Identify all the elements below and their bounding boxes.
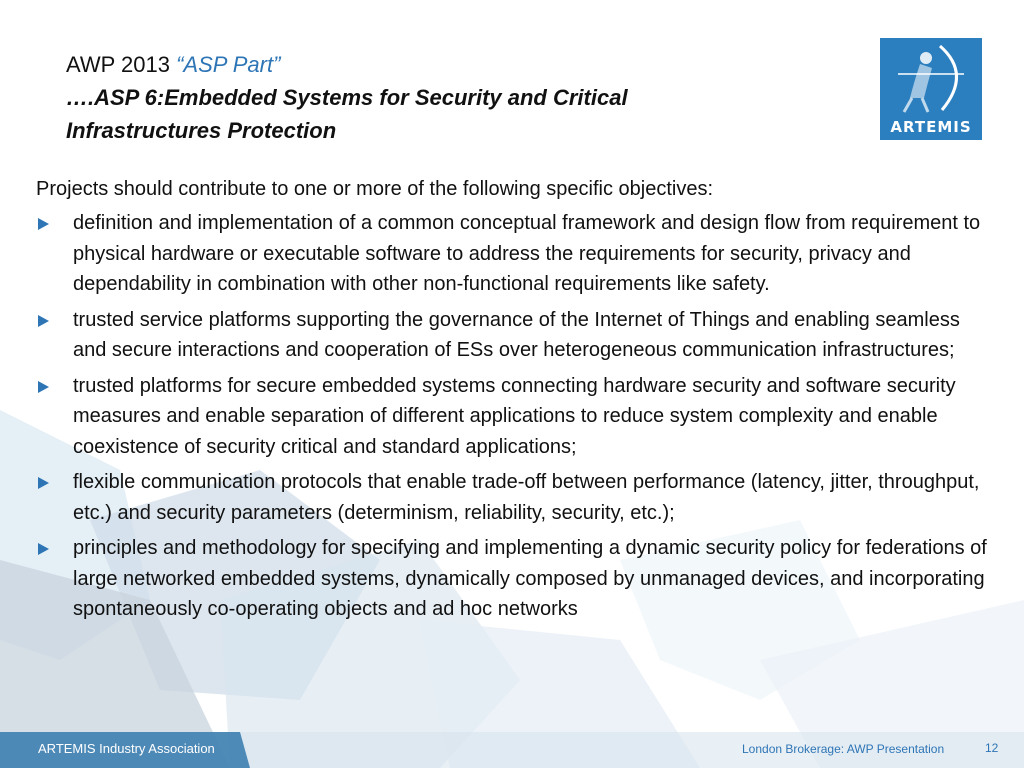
footer-organization: ARTEMIS Industry Association xyxy=(38,741,215,756)
list-item xyxy=(36,208,996,300)
triangle-bullet-icon xyxy=(38,381,49,393)
title-accent: “ASP Part” xyxy=(176,52,281,77)
title-line-2: ….ASP 6:Embedded Systems for Security and Critical xyxy=(66,85,628,110)
bullet-text: definition and implementation of a common conceptual framework and design flow from requirement to physical hardware or executable software to address the requirements for security, privacy and dependability in combination with other non-functional requirements like safety. xyxy=(73,212,981,295)
objectives-list xyxy=(36,208,996,630)
triangle-bullet-icon xyxy=(38,218,49,230)
triangle-bullet-icon xyxy=(38,543,49,555)
bullet-text: principles and methodology for specifying and implementing a dynamic security policy for federations of large networked embedded systems, dynamically composed by unmanaged devices, and incorporating spontaneously co-operating objects and ad hoc networks xyxy=(73,537,987,620)
list-item xyxy=(36,467,996,528)
title-line-1 xyxy=(66,48,766,81)
triangle-bullet-icon xyxy=(38,477,49,489)
list-item xyxy=(36,533,996,625)
logo-text: ARTEMIS xyxy=(890,118,972,136)
bullet-text: trusted service platforms supporting the governance of the Internet of Things and enabling seamless and secure interactions and cooperation of ESs over heterogeneous communication infrastructures; xyxy=(73,308,960,361)
slide-title xyxy=(66,48,766,147)
intro-text: Projects should contribute to one or more of the following specific objectives: xyxy=(36,178,714,200)
list-item xyxy=(36,305,996,366)
footer-presentation-title: London Brokerage: AWP Presentation xyxy=(742,742,945,756)
archer-icon xyxy=(880,38,982,118)
bullet-text: flexible communication protocols that enable trade-off between performance (latency, jitter, throughput, etc.) and security parameters (determinism, reliability, security, etc.); xyxy=(73,471,980,524)
title-prefix: AWP 2013 xyxy=(66,52,177,77)
bullet-text: trusted platforms for secure embedded systems connecting hardware security and software security measures and enable separation of different applications to reduce system complexity and enable coexistence of security critical and standard applications; xyxy=(73,374,956,458)
page-number: 12 xyxy=(985,741,999,755)
title-line-3: Infrastructures Protection xyxy=(66,118,337,143)
artemis-logo xyxy=(880,38,982,140)
list-item xyxy=(36,371,996,463)
triangle-bullet-icon xyxy=(38,315,49,327)
